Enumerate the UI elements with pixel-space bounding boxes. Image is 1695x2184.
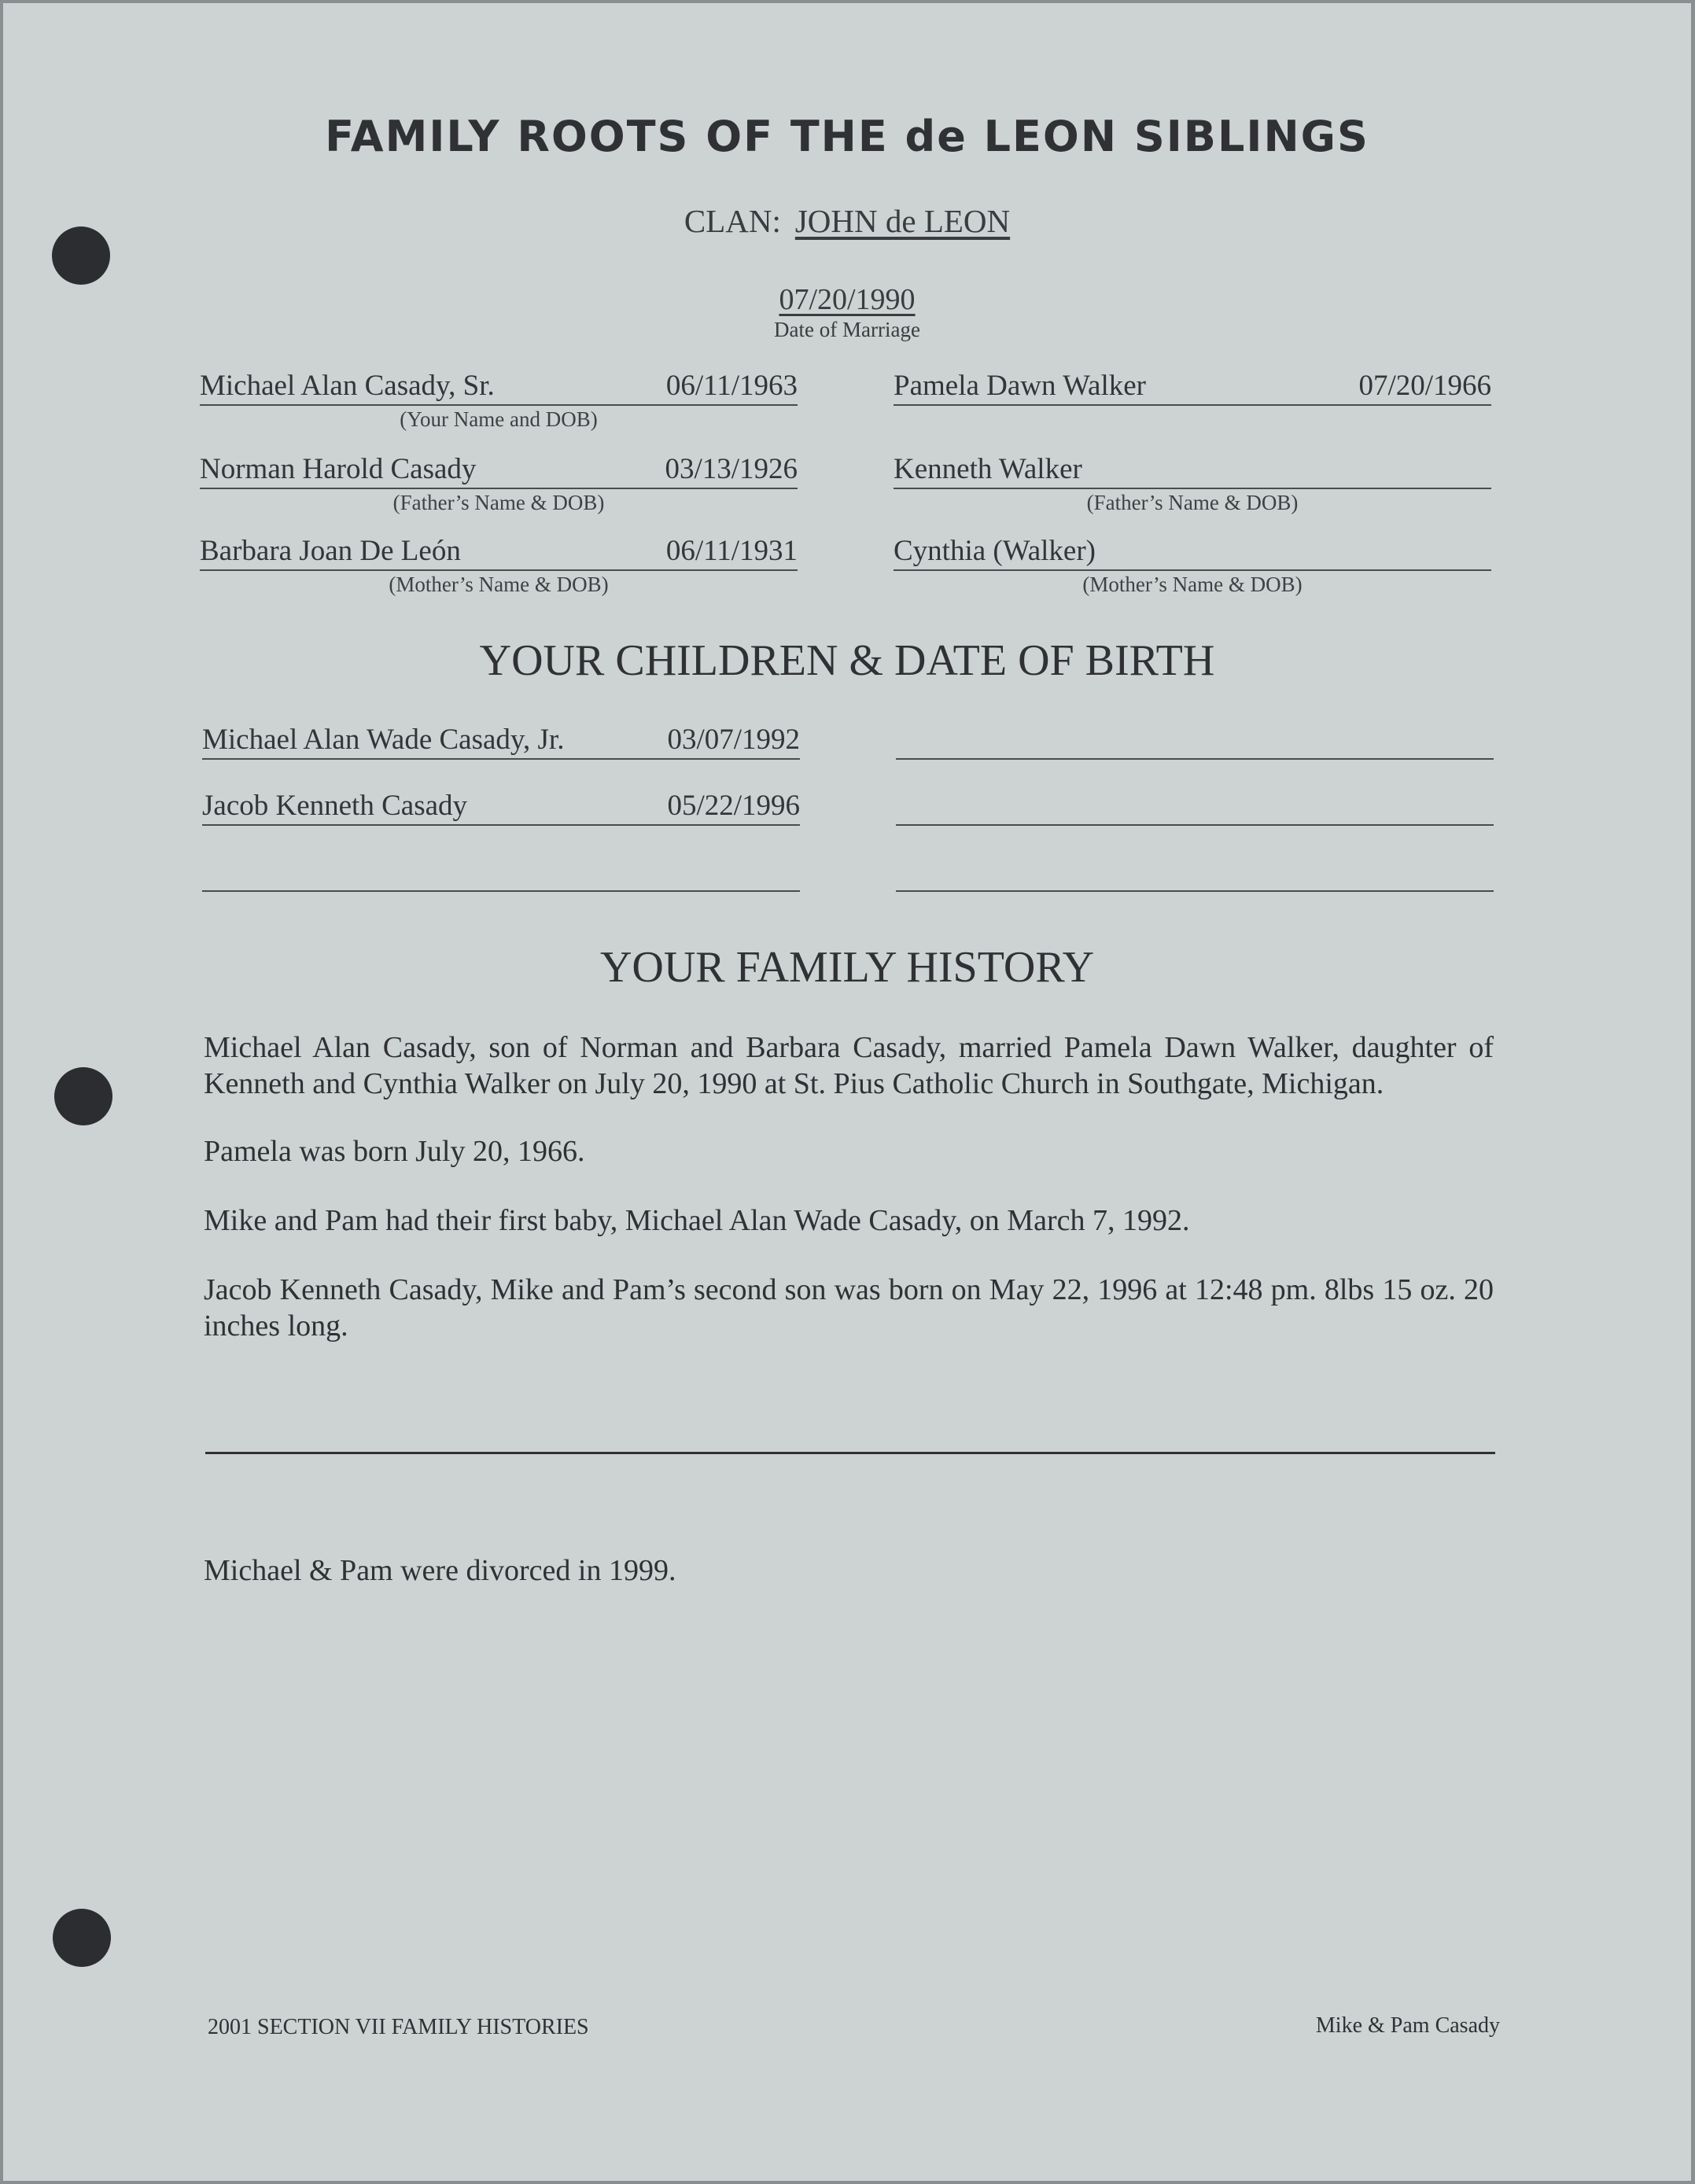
mother-name-field bbox=[200, 536, 798, 571]
father-name: Norman Harold Casady bbox=[200, 453, 477, 485]
history-paragraph: Jacob Kenneth Casady, Mike and Pam’s second son was born on May 22, 1996 at 12:48 pm. 8lbs 15 oz. 20 inches long. bbox=[204, 1273, 1494, 1342]
clan-label: CLAN: bbox=[684, 203, 781, 239]
footer-section: 2001 SECTION VII FAMILY HISTORIES bbox=[208, 2015, 589, 2039]
binder-hole-bottom bbox=[53, 1909, 111, 1967]
child-row bbox=[896, 725, 1494, 760]
spouse-father-name: Kenneth Walker bbox=[894, 453, 1082, 485]
child-row bbox=[202, 791, 800, 826]
spouse-name-field bbox=[894, 371, 1491, 406]
your-name-field bbox=[200, 371, 798, 406]
children-heading: YOUR CHILDREN & DATE OF BIRTH bbox=[479, 636, 1215, 685]
father-name-field bbox=[200, 455, 798, 489]
child-row bbox=[202, 857, 800, 892]
history-paragraph: Michael & Pam were divorced in 1999. bbox=[204, 1554, 676, 1587]
child-row bbox=[896, 791, 1494, 826]
child-row bbox=[896, 857, 1494, 892]
spouse-name: Pamela Dawn Walker bbox=[894, 370, 1147, 402]
document-page bbox=[3, 3, 1691, 2181]
binder-hole-middle bbox=[54, 1067, 112, 1125]
child-name: Jacob Kenneth Casady bbox=[202, 790, 468, 822]
your-dob: 06/11/1963 bbox=[665, 370, 798, 402]
mother-name: Barbara Joan De León bbox=[200, 535, 461, 567]
clan-value: JOHN de LEON bbox=[794, 203, 1011, 239]
history-paragraph: Michael Alan Casady, son of Norman and Barbara Casady, married Pamela Dawn Walker, daughter of Kenneth and Cynthia Walker on July 20, 1990 at St. Pius Catholic Church in Southgate, Michigan. bbox=[204, 1031, 1494, 1100]
child-name: Michael Alan Wade Casady, Jr. bbox=[202, 724, 565, 756]
spouse-mother-caption: (Mother’s Name & DOB) bbox=[1082, 573, 1303, 596]
mother-dob: 06/11/1931 bbox=[665, 535, 798, 567]
child-dob: 03/07/1992 bbox=[667, 724, 800, 756]
your-name-caption: (Your Name and DOB) bbox=[400, 407, 598, 431]
father-dob: 03/13/1926 bbox=[665, 453, 798, 485]
father-caption: (Father’s Name & DOB) bbox=[392, 491, 605, 514]
history-heading: YOUR FAMILY HISTORY bbox=[599, 943, 1095, 992]
mother-caption: (Mother’s Name & DOB) bbox=[389, 573, 609, 596]
history-paragraph: Pamela was born July 20, 1966. bbox=[204, 1135, 585, 1168]
history-paragraph: Mike and Pam had their first baby, Michael Alan Wade Casady, on March 7, 1992. bbox=[204, 1204, 1190, 1237]
child-dob: 05/22/1996 bbox=[667, 790, 800, 822]
clan-line bbox=[3, 202, 1691, 240]
child-row bbox=[202, 725, 800, 760]
spouse-father-caption: (Father’s Name & DOB) bbox=[1086, 491, 1299, 514]
spouse-dob: 07/20/1966 bbox=[1358, 370, 1491, 402]
marriage-date: 07/20/1990 bbox=[779, 283, 916, 316]
spouse-mother-field bbox=[894, 536, 1491, 571]
your-name: Michael Alan Casady, Sr. bbox=[200, 370, 495, 402]
page-title: FAMILY ROOTS OF THE de LEON SIBLINGS bbox=[325, 112, 1369, 161]
spouse-mother-name: Cynthia (Walker) bbox=[894, 535, 1096, 567]
spouse-father-field bbox=[894, 455, 1491, 489]
marriage-date-caption: Date of Marriage bbox=[774, 318, 920, 341]
separator-line bbox=[205, 1452, 1495, 1454]
footer-family: Mike & Pam Casady bbox=[1315, 2013, 1500, 2038]
